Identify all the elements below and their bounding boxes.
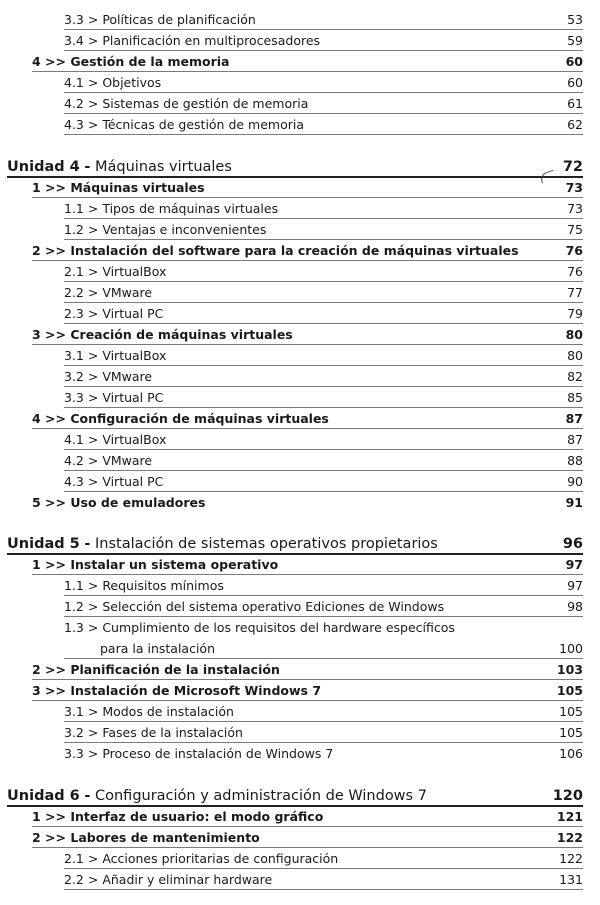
toc-entry: 2.2 > VMware 77: [64, 283, 583, 303]
toc-entry: 3.2 > VMware 82: [64, 367, 583, 387]
toc-entry-4-3: 4.3 > Técnicas de gestión de memoria 62: [64, 115, 583, 135]
toc-entry: 2 >> Labores de mantenimiento 122: [32, 828, 583, 848]
toc-entry: 1 >> Interfaz de usuario: el modo gráfico 121: [32, 807, 583, 827]
toc-entry: 3.3 > Proceso de instalación de Windows 7 106: [64, 746, 583, 761]
toc-entry: 4 >> Configuración de máquinas virtuales 87: [32, 409, 583, 429]
toc-entry: 3.1 > Modos de instalación 105: [64, 702, 583, 722]
toc-entry: 2.1 > Acciones prioritarias de configuración 122: [64, 849, 583, 869]
toc-entry-3-4: 3.4 > Planificación en multiprocesadores 59: [64, 31, 583, 51]
toc-entry: 1.2 > Ventajas e inconvenientes 75: [64, 220, 583, 240]
unit-6-heading: Unidad 6 - Configuración y administración de Windows 7 120: [7, 785, 583, 807]
toc-entry-4-1: 4.1 > Objetivos 60: [64, 73, 583, 93]
toc-entry: 1.1 > Requisitos mínimos 97: [64, 576, 583, 596]
toc-entry: 1.2 > Selección del sistema operativo Ediciones de Windows 98: [64, 597, 583, 617]
toc-entry: 3.1 > VirtualBox 80: [64, 346, 583, 366]
toc-entry: 2.3 > Virtual PC 79: [64, 304, 583, 324]
toc-entry: 1.1 > Tipos de máquinas virtuales 73: [64, 199, 583, 219]
toc-entry: 2 >> Instalación del software para la creación de máquinas virtuales 76: [32, 241, 583, 261]
toc-entry: 4.2 > VMware 88: [64, 451, 583, 471]
toc-entry: 4.1 > VirtualBox 87: [64, 430, 583, 450]
toc-entry: 2.2 > Añadir y eliminar hardware 131: [64, 870, 583, 890]
toc-entry: 3 >> Instalación de Microsoft Windows 7 105: [32, 681, 583, 701]
toc-entry: 4.3 > Virtual PC 90: [64, 472, 583, 492]
unit-5-heading: Unidad 5 - Instalación de sistemas operativos propietarios 96: [7, 533, 583, 555]
toc-entry: 3.2 > Fases de la instalación 105: [64, 723, 583, 743]
toc-entry: 3 >> Creación de máquinas virtuales 80: [32, 325, 583, 345]
toc-entry: 2.1 > VirtualBox 76: [64, 262, 583, 282]
toc-entry: para la instalación 100: [64, 639, 583, 659]
toc-entry: 3.3 > Virtual PC 85: [64, 388, 583, 408]
toc-entry: 5 >> Uso de emuladores 91: [32, 495, 583, 510]
toc-entry-3-3: 3.3 > Políticas de planificación 53: [64, 10, 583, 30]
unit-4-heading: Unidad 4 - Máquinas virtuales 72: [7, 156, 583, 178]
toc-entry: 1 >> Máquinas virtuales 73: [32, 178, 583, 198]
toc-entry: 1 >> Instalar un sistema operativo 97: [32, 555, 583, 575]
toc-entry: 1.3 > Cumplimiento de los requisitos del hardware específicos: [64, 620, 455, 635]
toc-entry: 2 >> Planificación de la instalación 103: [32, 660, 583, 680]
toc-entry-4-2: 4.2 > Sistemas de gestión de memoria 61: [64, 94, 583, 114]
toc-entry-4: 4 >> Gestión de la memoria 60: [32, 52, 583, 72]
